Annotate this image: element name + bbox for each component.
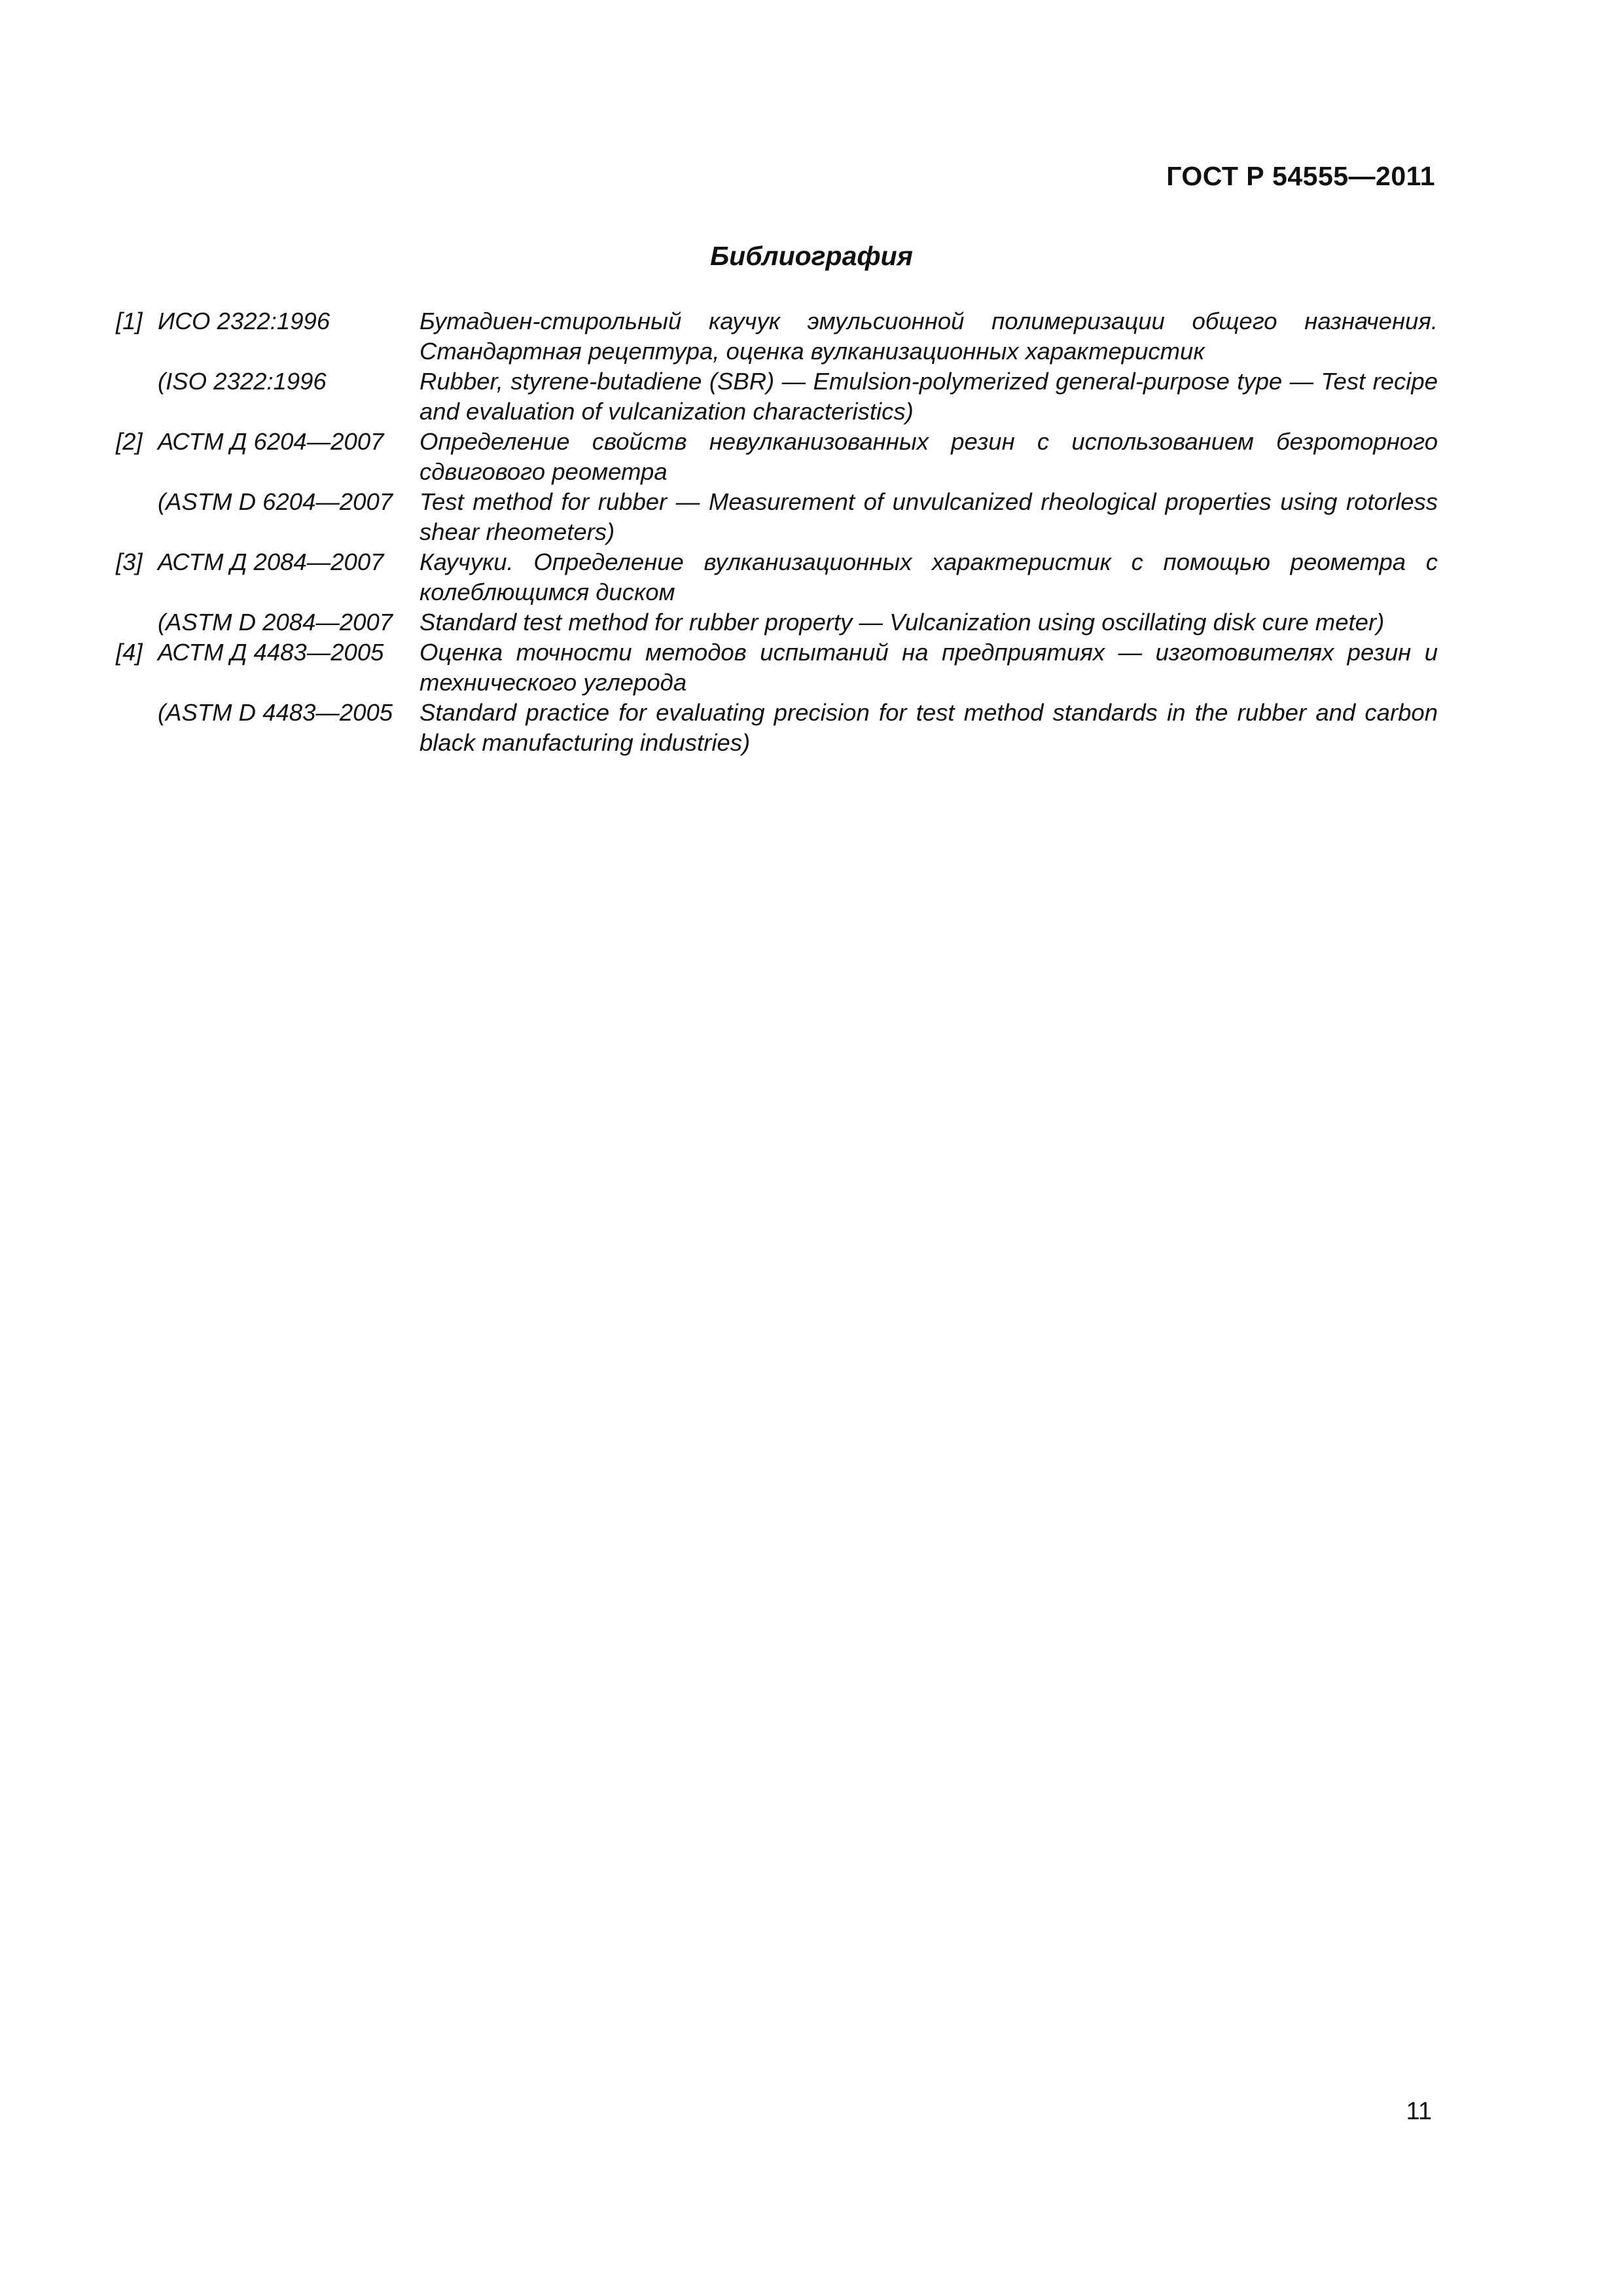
document-code: ГОСТ Р 54555—2011: [1166, 161, 1435, 191]
entry-standard-code: АСТМ Д 2084—2007: [158, 548, 384, 575]
page-number: 11: [1406, 2098, 1432, 2125]
entry-standard-code: АСТМ Д 6204—2007: [158, 428, 384, 455]
entry-standard-code: (ASTM D 2084—2007: [158, 609, 393, 636]
bibliography-entry: [116, 607, 1438, 637]
entry-number: [4]: [116, 639, 143, 666]
entry-description: Бутадиен-стирольный каучук эмульсионной полимеризации общего назначения. Стандартная рецептура, оценка вулканизационных характеристик: [419, 308, 1438, 365]
entry-description: Каучуки. Определение вулканизационных характеристик с помощью реометра с колеблющимся диском: [419, 548, 1438, 605]
bibliography-entry: [116, 367, 1438, 427]
entry-description: Standard test method for rubber property — Vulcanization using oscillating disk cure meter): [419, 609, 1385, 636]
entry-standard-code: (ISO 2322:1996: [158, 368, 327, 395]
entry-description: Оценка точности методов испытаний на предприятиях — изготовителях резин и технического углерода: [419, 639, 1438, 696]
bibliography-title: Библиография: [710, 241, 913, 271]
entry-description: Определение свойств невулканизованных резин с использованием безроторного сдвигового реометра: [419, 428, 1438, 485]
entry-number: [1]: [116, 308, 143, 334]
bibliography-entry: [116, 427, 1438, 487]
entry-description: Test method for rubber — Measurement of unvulcanized rheological properties using rotorless shear rheometers): [419, 488, 1438, 545]
entry-number: [3]: [116, 548, 143, 575]
entry-standard-code: ИСО 2322:1996: [158, 308, 330, 334]
bibliography-entry: [116, 487, 1438, 547]
entry-standard-code: (ASTM D 4483—2005: [158, 699, 393, 726]
bibliography-entry: [116, 306, 1438, 367]
bibliography-list: [116, 306, 1438, 758]
bibliography-entry: [116, 637, 1438, 698]
entry-description: Standard practice for evaluating precision for test method standards in the rubber and carbon black manufacturing industries): [419, 699, 1438, 756]
entry-standard-code: АСТМ Д 4483—2005: [158, 639, 384, 666]
entry-description: Rubber, styrene-butadiene (SBR) — Emulsion-polymerized general-purpose type — Test recipe and evaluation of vulcanization characteristics): [419, 368, 1438, 425]
bibliography-entry: [116, 547, 1438, 607]
bibliography-entry: [116, 698, 1438, 758]
entry-standard-code: (ASTM D 6204—2007: [158, 488, 393, 515]
entry-number: [2]: [116, 428, 143, 455]
